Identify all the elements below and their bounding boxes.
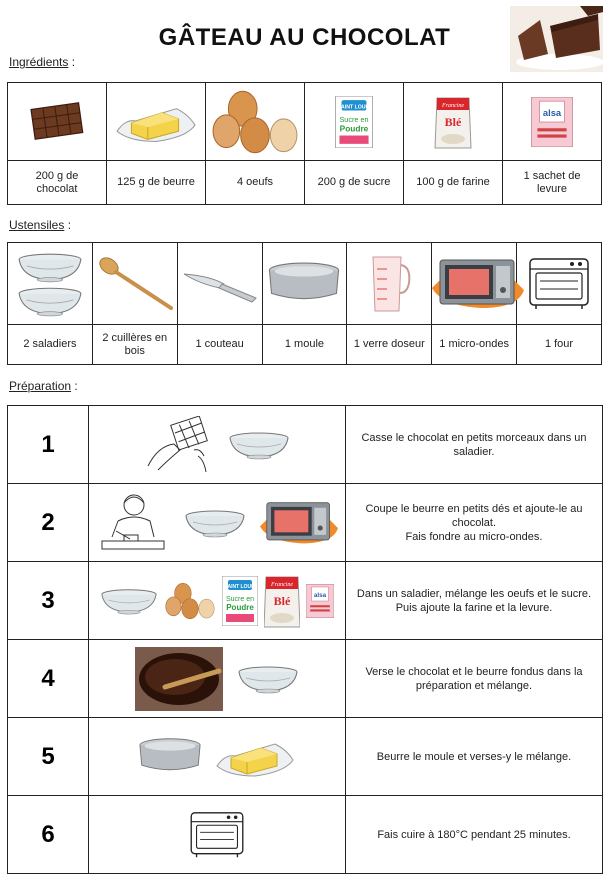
melted-chocolate-pot-icon (135, 647, 223, 711)
section-ingredients: Ingrédients : (9, 55, 76, 69)
step-text: Verse le chocolat et le beurre fondus dans la préparation et mélange. (346, 640, 603, 718)
ingredient-label: 100 g de farine (404, 161, 503, 205)
sugar-box-icon (222, 576, 258, 626)
step-row (8, 796, 603, 874)
oven-icon (189, 811, 245, 859)
bowl-icon (100, 586, 158, 616)
page-title: GÂTEAU AU CHOCOLAT (158, 24, 451, 51)
yeast-sachet-icon (531, 97, 573, 147)
step-number: 2 (8, 484, 89, 562)
step-text: Fais cuire à 180°C pendant 25 minutes. (346, 796, 603, 874)
child-cutting-butter-icon (96, 491, 170, 555)
step-number: 3 (8, 562, 89, 640)
hands-breaking-chocolate-icon (144, 416, 214, 474)
step-row (8, 718, 603, 796)
step-row (8, 562, 603, 640)
chocolate-cake-photo-icon (510, 6, 603, 72)
flour-bag-icon (434, 94, 472, 150)
eggs-icon (164, 582, 216, 620)
knife-icon (180, 264, 260, 304)
ingredient-label: 4 oeufs (206, 161, 305, 205)
step-number: 5 (8, 718, 89, 796)
step-number: 1 (8, 406, 89, 484)
ingredient-label: 1 sachet de levure (503, 161, 602, 205)
ingredient-label: 125 g de beurre (107, 161, 206, 205)
yeast-sachet-icon (306, 584, 334, 618)
ingredient-image-cell (8, 83, 107, 161)
bowl-icon (228, 430, 290, 460)
flour-bag-icon (264, 573, 300, 629)
ingredient-label: 200 g de sucre (305, 161, 404, 205)
step-text: Dans un saladier, mélange les oeufs et le sucre. Puis ajoute la farine et la levure. (346, 562, 603, 640)
step-number: 4 (8, 640, 89, 718)
bowl-icon (184, 508, 246, 538)
oven-icon (528, 257, 590, 311)
step-row (8, 484, 603, 562)
steps-table (7, 405, 603, 874)
wooden-spoon-icon (95, 254, 175, 314)
ustensile-label: 1 micro-ondes (432, 325, 517, 365)
microwave-icon (432, 258, 524, 310)
step-text: Coupe le beurre en petits dés et ajoute-le au chocolat. Fais fondre au micro-ondes. (346, 484, 603, 562)
measuring-cup-icon (367, 253, 411, 315)
ingredients-table (7, 82, 602, 205)
step-text: Beurre le moule et verses-y le mélange. (346, 718, 603, 796)
sugar-box-icon (335, 96, 373, 148)
cake-pan-icon (268, 262, 340, 306)
section-preparation: Préparation : (9, 379, 78, 393)
cake-pan-icon (139, 737, 201, 777)
ustensile-label: 2 saladiers (8, 325, 93, 365)
ingredient-label: 200 g de chocolat (8, 161, 107, 205)
section-ustensiles: Ustensiles : (9, 218, 72, 232)
step-row (8, 406, 603, 484)
ustensile-label: 1 verre doseur (347, 325, 432, 365)
chocolate-bar-icon (27, 100, 87, 144)
butter-icon (115, 100, 197, 144)
ustensile-label: 2 cuillères en bois (92, 325, 177, 365)
ustensile-label: 1 moule (262, 325, 347, 365)
butter-icon (215, 736, 295, 778)
ustensile-label: 1 couteau (177, 325, 262, 365)
ustensile-label: 1 four (517, 325, 602, 365)
ustensiles-table (7, 242, 602, 365)
step-number: 6 (8, 796, 89, 874)
eggs-icon (210, 90, 300, 154)
microwave-icon (260, 500, 338, 546)
step-text: Casse le chocolat en petits morceaux dans un saladier. (346, 406, 603, 484)
step-row (8, 640, 603, 718)
bowl-icon (237, 664, 299, 694)
bowls-icon (17, 251, 83, 317)
